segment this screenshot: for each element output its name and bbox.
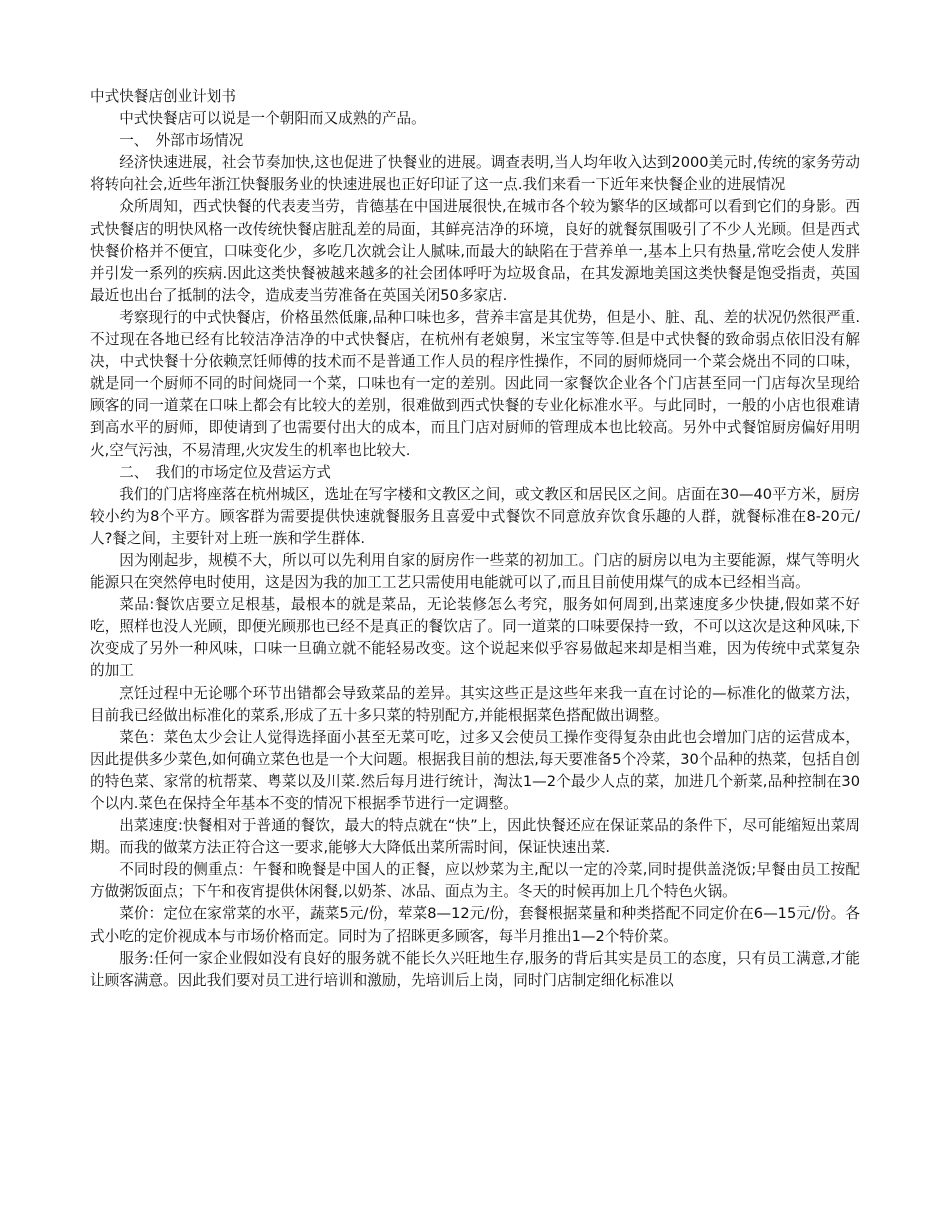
intro-paragraph: 中式快餐店可以说是一个朝阳而又成熟的产品。 [119, 110, 426, 128]
paragraph-location: 我们的门店将座落在杭州城区，选址在写字楼和文教区之间，或文教区和居民区之间。店面在30—40平方米，厨房较小约为8个平方。顾客群为需要提供快速就餐服务且喜爱中式餐饮不同意放弃饮食乐趣的人群，就餐标准在8-20元/人?餐之间，主要针对上班一族和学生群体. [90, 485, 860, 547]
paragraph-western-fast-food: 众所周知，西式快餐的代表麦当劳，肯德基在中国进展很快,在城市各个较为繁华的区域都可以看到它们的身影。西式快餐店的明快风格一改传统快餐店脏乱差的局面，其鲜亮洁净的环境，良好的就餐氛围吸引了不少人光顾。但是西式快餐价格并不便宜，口味变化少，多吃几次就会让人腻味,而最大的缺陷在于营养单一,基本上只有热量,常吃会使人发胖并引发一系列的疾病.因此这类快餐被越来越多的社会团体呼吁为垃圾食品，在其发源地美国这类快餐是饱受指责，英国最近也出台了抵制的法令，造成麦当劳准备在英国关闭50多家店. [90, 198, 860, 304]
paragraph-menu-variety: 菜色：菜色太少会让人觉得选择面小甚至无菜可吃，过多又会使员工操作变得复杂由此也会增加门店的运营成本，因此提供多少菜色,如何确立菜色也是一个大问题。根据我目前的想法,每天要准备5个冷菜，30个品种的热菜，包括自创的特色菜、家常的杭帮菜、粤菜以及川菜.然后每月进行统计，淘汰1—2个最少人点的菜，加进几个新菜,品种控制在30个以内.菜色在保持全年基本不变的情况下根据季节进行一定调整。 [90, 728, 860, 812]
paragraph-time-periods: 不同时段的侧重点：午餐和晚餐是中国人的正餐，应以炒菜为主,配以一定的冷菜,同时提供盖浇饭;早餐由员工按配方做粥饭面点；下午和夜宵提供休闲餐,以奶茶、冰品、面点为主。冬天的时候再加上几个特色火锅。 [90, 861, 860, 901]
paragraph-service: 服务:任何一家企业假如没有良好的服务就不能长久兴旺地生存,服务的背后其实是员工的态度，只有员工满意,才能让顾客满意。因此我们要对员工进行培训和激励，先培训后上岗，同时门店制定细化标准以 [90, 949, 860, 989]
document-page [90, 86, 860, 992]
paragraph-pricing: 菜价：定位在家常菜的水平，蔬菜5元/份，荤菜8—12元/份，套餐根据菜量和种类搭配不同定价在6—15元/份。各式小吃的定价视成本与市场价格而定。同时为了招眯更多顾客，每半月推出1—2个特价菜。 [90, 905, 860, 945]
document-title: 中式快餐店创业计划书 [90, 88, 236, 105]
section-heading-external-market: 一、 外部市场情况 [119, 132, 244, 150]
section-heading-positioning: 二、 我们的市场定位及营运方式 [119, 463, 331, 481]
paragraph-cooking-process: 烹饪过程中无论哪个环节出错都会导致菜品的差异。其实这些正是这些年来我一直在讨论的—标准化的做菜方法，目前我已经做出标准化的菜系,形成了五十多只菜的特别配方,并能根据菜色搭配做出调整。 [90, 684, 860, 724]
paragraph-serving-speed: 出菜速度:快餐相对于普通的餐饮，最大的特点就在“快”上，因此快餐还应在保证菜品的条件下，尽可能缩短出菜周期。而我的做菜方法正符合这一要求,能够大大降低出菜所需时间，保证快速出菜. [90, 817, 860, 857]
paragraph-economy: 经济快速进展，社会节奏加快,这也促进了快餐业的进展。调查表明,当人均年收入达到2000美元时,传统的家务劳动将转向社会,近些年浙江快餐服务业的快速进展也正好印证了这一点.我们来看一下近年来快餐企业的进展情况 [90, 154, 860, 194]
paragraph-kitchen: 因为刚起步，规模不大，所以可以先利用自家的厨房作一些菜的初加工。门店的厨房以电为主要能源，煤气等明火能源只在突然停电时使用，这是因为我的加工工艺只需使用电能就可以了,而且目前使用煤气的成本已经相当高。 [90, 551, 860, 592]
paragraph-chinese-fast-food: 考察现行的中式快餐店，价格虽然低廉,品种口味也多，营养丰富是其优势，但是小、脏、乱、差的状况仍然很严重.不过现在各地已经有比较洁净洁净的中式快餐店，在杭州有老娘舅，米宝宝等等.但是中式快餐的致命弱点依旧没有解决，中式快餐十分依赖烹饪师傅的技术而不是普通工作人员的程序性操作，不同的厨师烧同一个菜会烧出不同的口味，就是同一个厨师不同的时间烧同一个菜，口味也有一定的差别。因此同一家餐饮企业各个门店甚至同一门店每次呈现给顾客的同一道菜在口味上都会有比较大的差别，很难做到西式快餐的专业化标准水平。与此同时，一般的小店也很难请到高水平的厨师，即使请到了也需要付出大的成本，而且门店对厨师的管理成本也比较高。另外中式餐馆厨房偏好用明火,空气污浊，不易清理,火灾发生的机率也比较大. [90, 308, 860, 459]
paragraph-dishes: 菜品:餐饮店要立足根基，最根本的就是菜品，无论装修怎么考究，服务如何周到,出菜速度多少快捷,假如菜不好吃，照样也没人光顾，即便光顾那也已经不是真正的餐饮店了。同一道菜的口味要保持一致，不可以这次是这种风味,下次变成了另外一种风味，口味一旦确立就不能轻易改变。这个说起来似乎容易做起来却是相当难，因为传统中式菜复杂的加工 [90, 596, 860, 680]
